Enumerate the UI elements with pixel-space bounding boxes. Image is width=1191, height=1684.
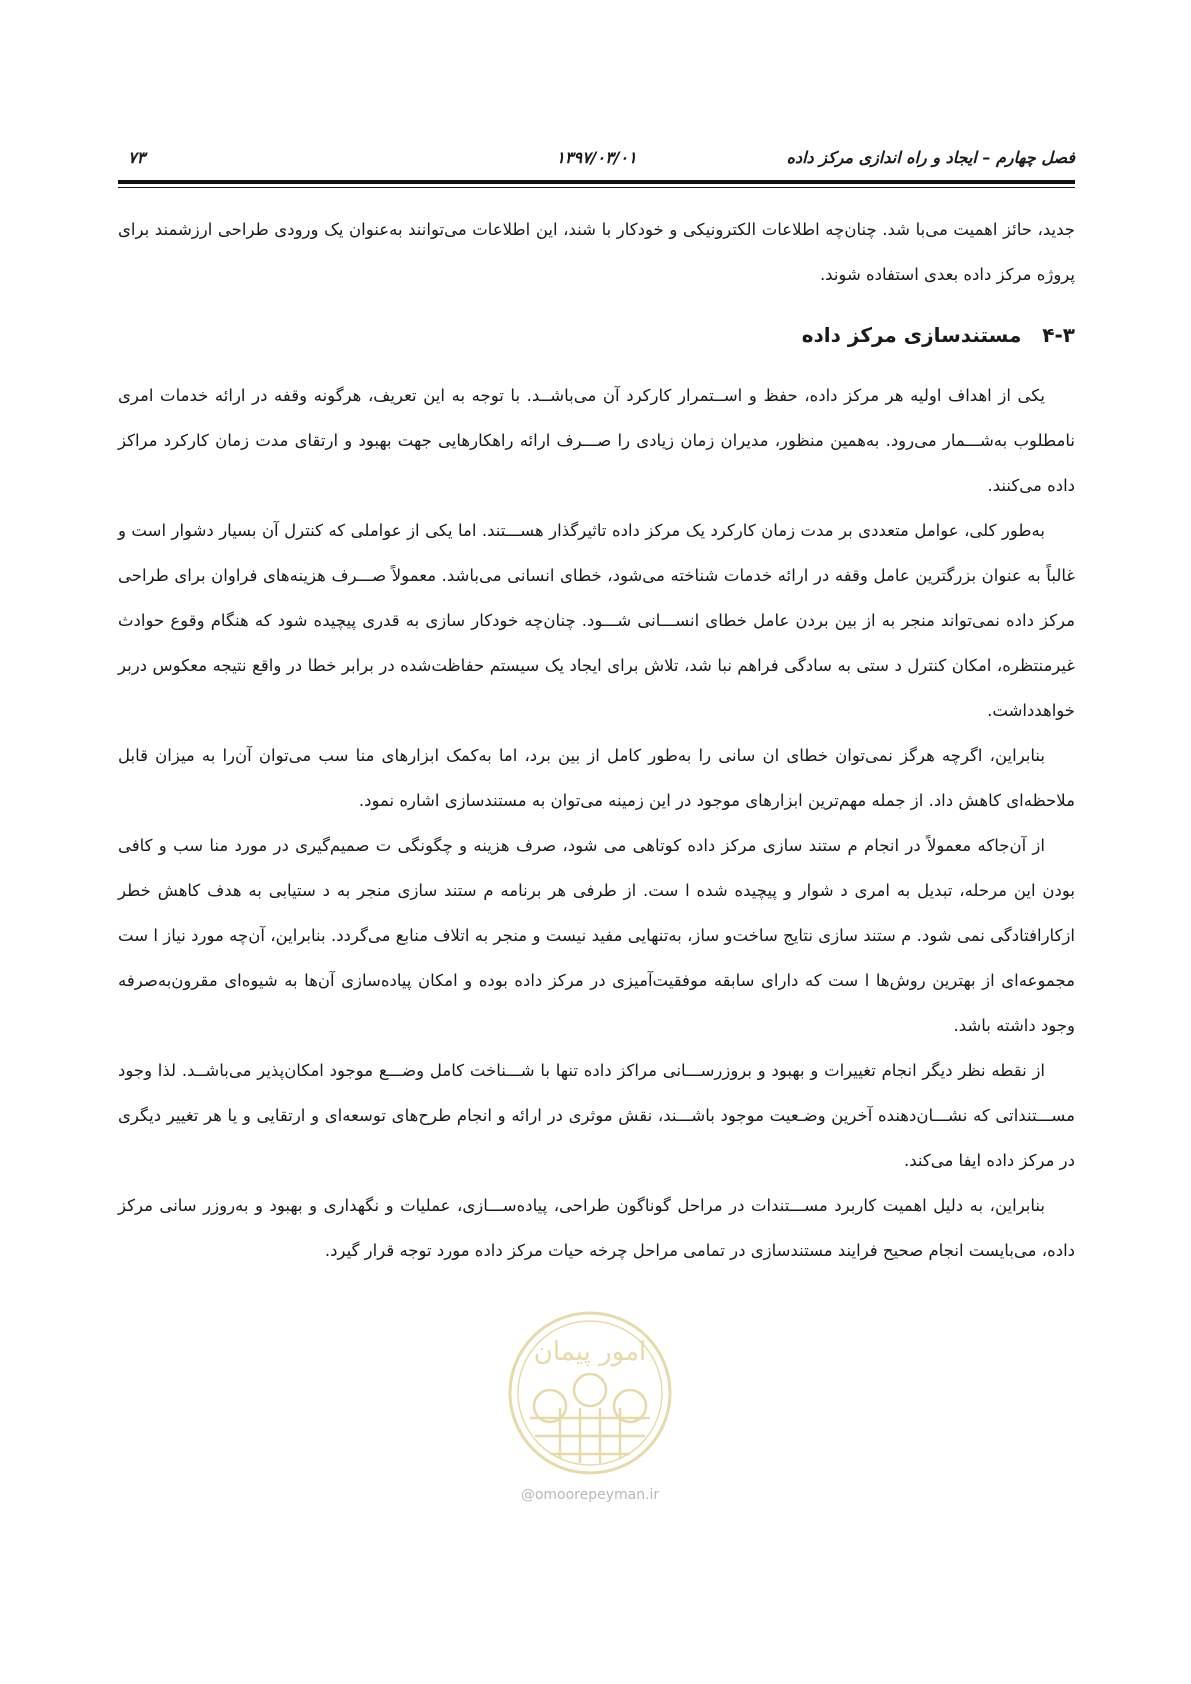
page-header (118, 148, 1075, 178)
header-rule-thin (118, 187, 1075, 188)
paragraph: جدید، حائز اهمیت می‌با شد. چنان‌چه اطلاعات الکترونیکی و خودکار با شند، این اطلاعات می‌توانند به‌عنوان یک ورودی طراحی ارزشمند برای پروژه مرکز داده بعدی استفاده شوند. (118, 220, 1075, 284)
section-number: ۴-۳ (1042, 323, 1075, 347)
paragraph: از نقطه نظر دیگر انجام تغییرات و بهبود و بروزرســـانی مراکز داده تنها با شـــناخت کامل وضـــع موجود امکان‌پذیر می‌باشــد. لذا وجود مســـتنداتی که نشـــان‌دهنده آخرین وضـعیت موجود باشـــند، نقش موثری در ارائه و انجام طرح‌های توسعه‌ای و ارتقایی و یا هر تغییر دیگری در مرکز داده ایفا می‌کند. (118, 1061, 1075, 1170)
section-heading (118, 315, 1075, 355)
watermark-logo-text: امور پیمان (533, 1337, 647, 1367)
paragraph: به‌طور کلی، عوامل متعددی بر مدت زمان کارکرد یک مرکز داده تاثیرگذار هســـتند. اما یکی از عواملی که کنترل آن بسیار دشوار است و غالباً به عنوان بزرگترین عامل وقفه در ارائه خدمات شناخته می‌شود، خطای انسانی می‌باشد. معمولاً صـــرف هزینه‌های فراوان برای طراحی مرکز داده نمی‌تواند منجر به از بین بردن عامل خطای انســـانی شـــود. چنان‌چه خودکار سازی به قدری پیچیده شود که هنگام وقوع حوادث غیرمنتظره، امکان کنترل د ستی به سادگی فراهم نبا شد، تلاش برای ایجاد یک سیستم حفاظت‌شده در برابر خطا در واقع نتیجه معکوس دربر خواهدداشت. (118, 521, 1075, 720)
paragraph: بنابراین، به دلیل اهمیت کاربرد مســـتندات در مراحل گوناگون طراحی، پیاده‌ســـازی، عملیات و نگهداری و بهبود و به‌روزر سانی مرکز داده، می‌بایست انجام صحیح فرایند مستندسازی در تمامی مراحل چرخه حیات مرکز داده مورد توجه قرار گیرد. (118, 1196, 1075, 1260)
paragraph: یکی از اهداف اولیه هر مرکز داده، حفظ و اســتمرار کارکرد آن می‌باشــد. با توجه به این تعریف، هرگونه وقفه در ارائه خدمات امری نامطلوب به‌شـــمار می‌رود. به‌همین منظور، مدیران زمان زیادی را صـــرف ارائه راهکارهایی جهت بهبود و ارتقای مدت زمان کارکرد مراکز داده می‌کنند. (118, 386, 1075, 495)
page-number: ۷۳ (128, 148, 146, 167)
chapter-title: فصل چهارم – ایجاد و راه اندازی مرکز داده (786, 148, 1075, 167)
header-date: ۱۳۹۷/۰۳/۰۱ (556, 148, 637, 167)
document-body (118, 207, 1075, 1273)
paragraph: بنابراین، اگرچه هرگز نمی‌توان خطای ان سانی را به‌طور کامل از بین برد، اما به‌کمک ابزارهای منا سب می‌توان آن‌را به میزان قابل ملاحظه‌ای کاهش داد. از جمله مهم‌ترین ابزارهای موجود در این زمینه می‌توان به مستندسازی اشاره نمود. (118, 746, 1075, 810)
watermark-logo (505, 1308, 675, 1478)
watermark-url: @omoorepeyman.ir (520, 1487, 660, 1503)
paragraph: از آن‌جاکه معمولاً در انجام م ستند سازی مرکز داده کوتاهی می شود، صرف هزینه و چگونگی ت صمیم‌گیری در مورد منا سب و کافی بودن این مرحله، تبدیل به امری د شوار و پیچیده شده ا ست. از طرفی هر برنامه م ستند سازی منجر به د ستیابی به هدف کاهش خطر ازکارافتادگی نمی شود. م ستند سازی نتایج ساخت‌و ساز، به‌تنهایی مفید نیست و منجر به اتلاف منابع می‌گردد. بنابراین، آن‌چه مورد نیاز ا ست مجموعه‌ای از بهترین روش‌ها ا ست که دارای سابقه موفقیت‌آمیزی در مرکز داده بوده و امکان پیاده‌سازی آن‌ها به شیوه‌ای مقرون‌به‌صرفه وجود داشته باشد. (118, 836, 1075, 1035)
section-title: مستندسازی مرکز داده (801, 323, 1022, 347)
header-rule-thick (118, 180, 1075, 184)
